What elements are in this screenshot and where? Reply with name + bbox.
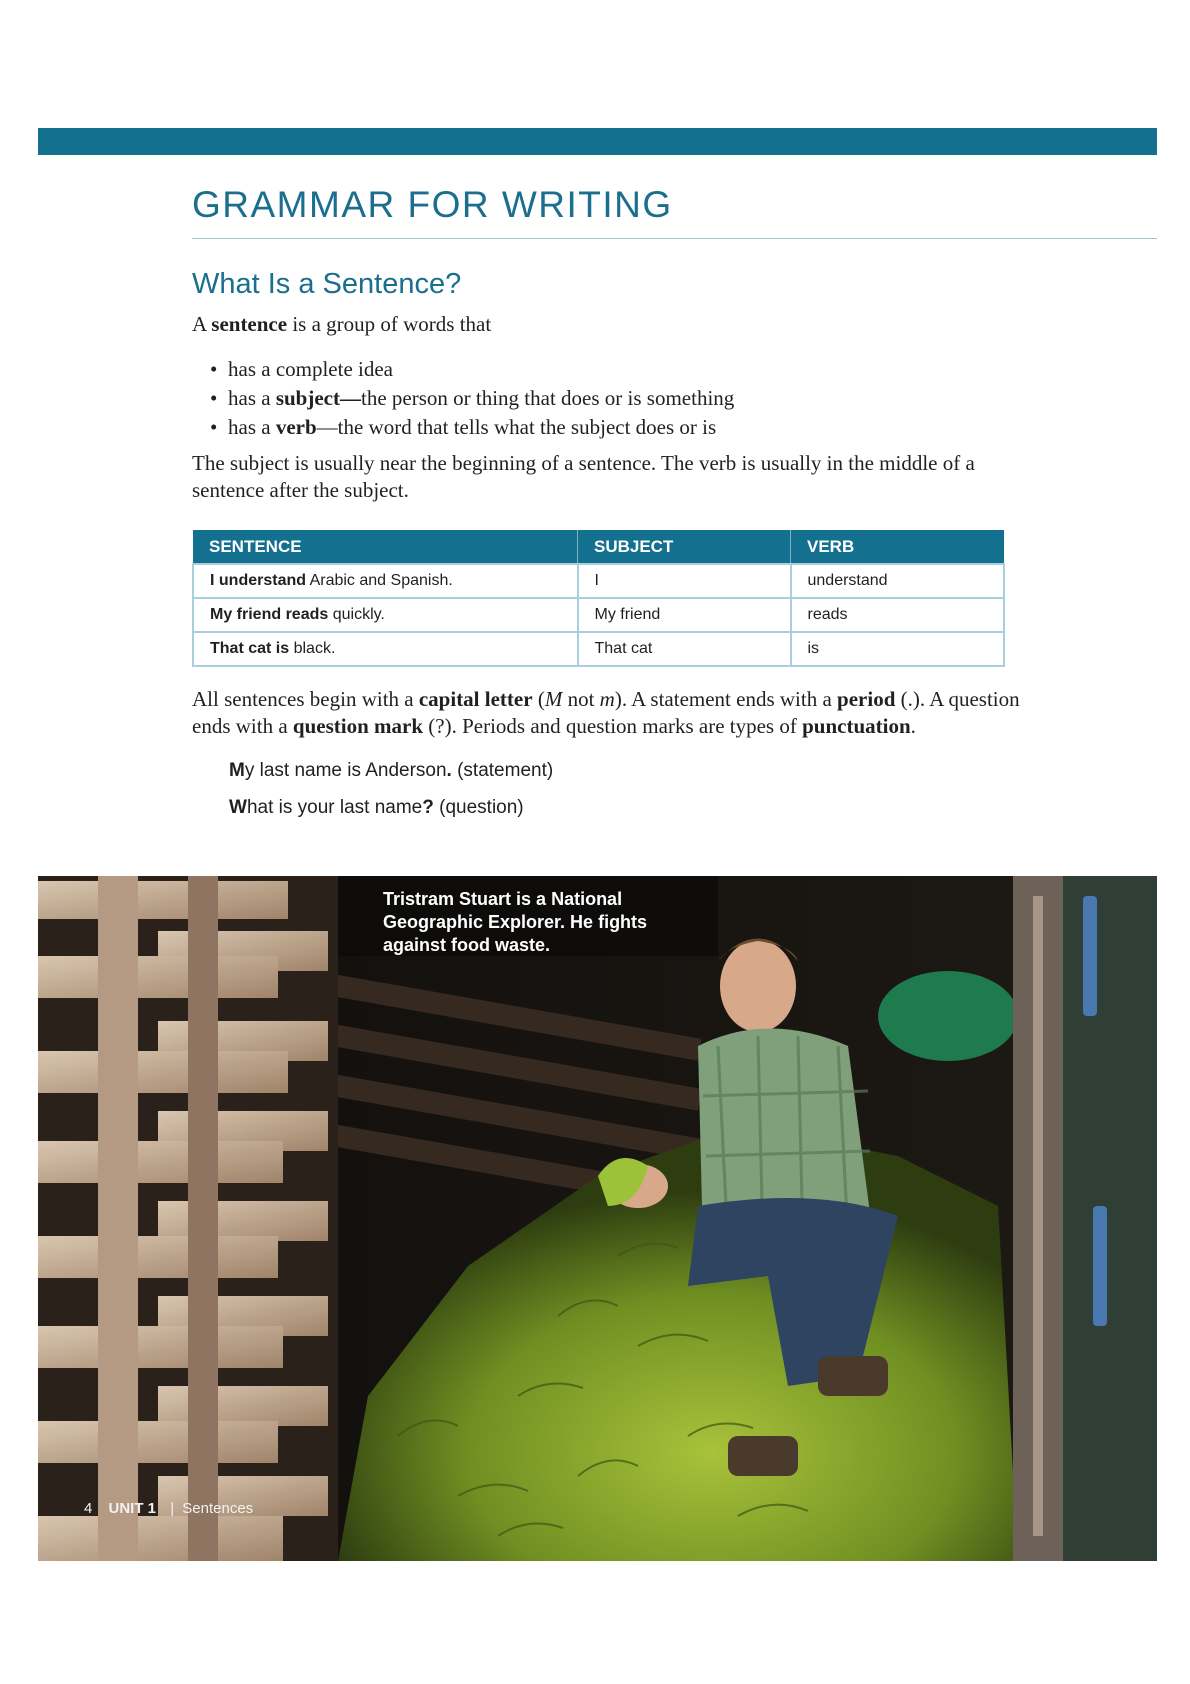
list-item: • has a verb—the word that tells what the subject does or is — [210, 413, 734, 442]
bullet-icon: • — [210, 415, 218, 439]
sentence-criteria-list — [210, 355, 734, 442]
term-capital-letter: capital letter — [418, 687, 533, 711]
photo-caption: Tristram Stuart is a National Geographic Explorer. He fights against food waste. — [383, 889, 648, 955]
cell-sentence: I understand Arabic and Spanish. — [193, 564, 578, 598]
cell-sentence: That cat is black. — [193, 632, 578, 666]
header-verb: VERB — [791, 530, 1005, 564]
cell-verb: is — [791, 632, 1005, 666]
cell-verb: understand — [791, 564, 1005, 598]
page-footer — [84, 1500, 253, 1517]
explorer-photo — [38, 876, 1157, 1561]
bullet-icon: • — [210, 386, 218, 410]
example-question: What is your last name? (question) — [229, 797, 524, 818]
term-question-mark: question mark — [292, 714, 424, 738]
table-row — [193, 632, 1004, 666]
subsection-title: What Is a Sentence? — [192, 268, 462, 300]
term-punctuation: punctuation — [802, 714, 911, 738]
table-header-row — [193, 530, 1004, 564]
cell-verb: reads — [791, 598, 1005, 632]
banana-truck-illustration — [38, 876, 1157, 1561]
cell-subject: That cat — [578, 632, 791, 666]
bullet-icon: • — [210, 357, 218, 381]
footer-separator: | — [170, 1500, 175, 1517]
list-item: • has a subject—the person or thing that does or is something — [210, 384, 734, 413]
header-subject: SUBJECT — [578, 530, 791, 564]
header-sentence: SENTENCE — [193, 530, 578, 564]
term-period: period — [837, 687, 896, 711]
page-number: 4 — [84, 1500, 93, 1517]
truck-door — [1013, 876, 1157, 1561]
list-item: • has a complete idea — [210, 355, 734, 384]
unit-topic: Sentences — [182, 1500, 254, 1517]
subject-verb-paragraph: The subject is usually near the beginning of a sentence. The verb is usually in the middle of a sentence after the subject. — [192, 451, 975, 502]
wooden-crates — [38, 876, 338, 1561]
cell-subject: My friend — [578, 598, 791, 632]
intro-text: A sentence is a group of words that — [192, 312, 492, 336]
punctuation-paragraph: All sentences begin with a capital letter (M not m). A statement ends with a period (.). A question ends with a question mark (?). Periods and question marks are types of punctuation. — [192, 687, 1020, 738]
term-subject: subject— — [275, 386, 361, 410]
term-verb: verb — [275, 415, 317, 439]
example-statement: My last name is Anderson. (statement) — [229, 760, 554, 781]
title-divider — [192, 238, 1157, 239]
sentence-table — [192, 530, 1005, 667]
table-row — [193, 598, 1004, 632]
term-sentence: sentence — [211, 312, 288, 336]
top-accent-bar — [38, 128, 1157, 155]
unit-label: UNIT 1 — [108, 1500, 157, 1517]
table-row — [193, 564, 1004, 598]
cell-subject: I — [578, 564, 791, 598]
cell-sentence: My friend reads quickly. — [193, 598, 578, 632]
section-title: GRAMMAR FOR WRITING — [192, 184, 673, 225]
